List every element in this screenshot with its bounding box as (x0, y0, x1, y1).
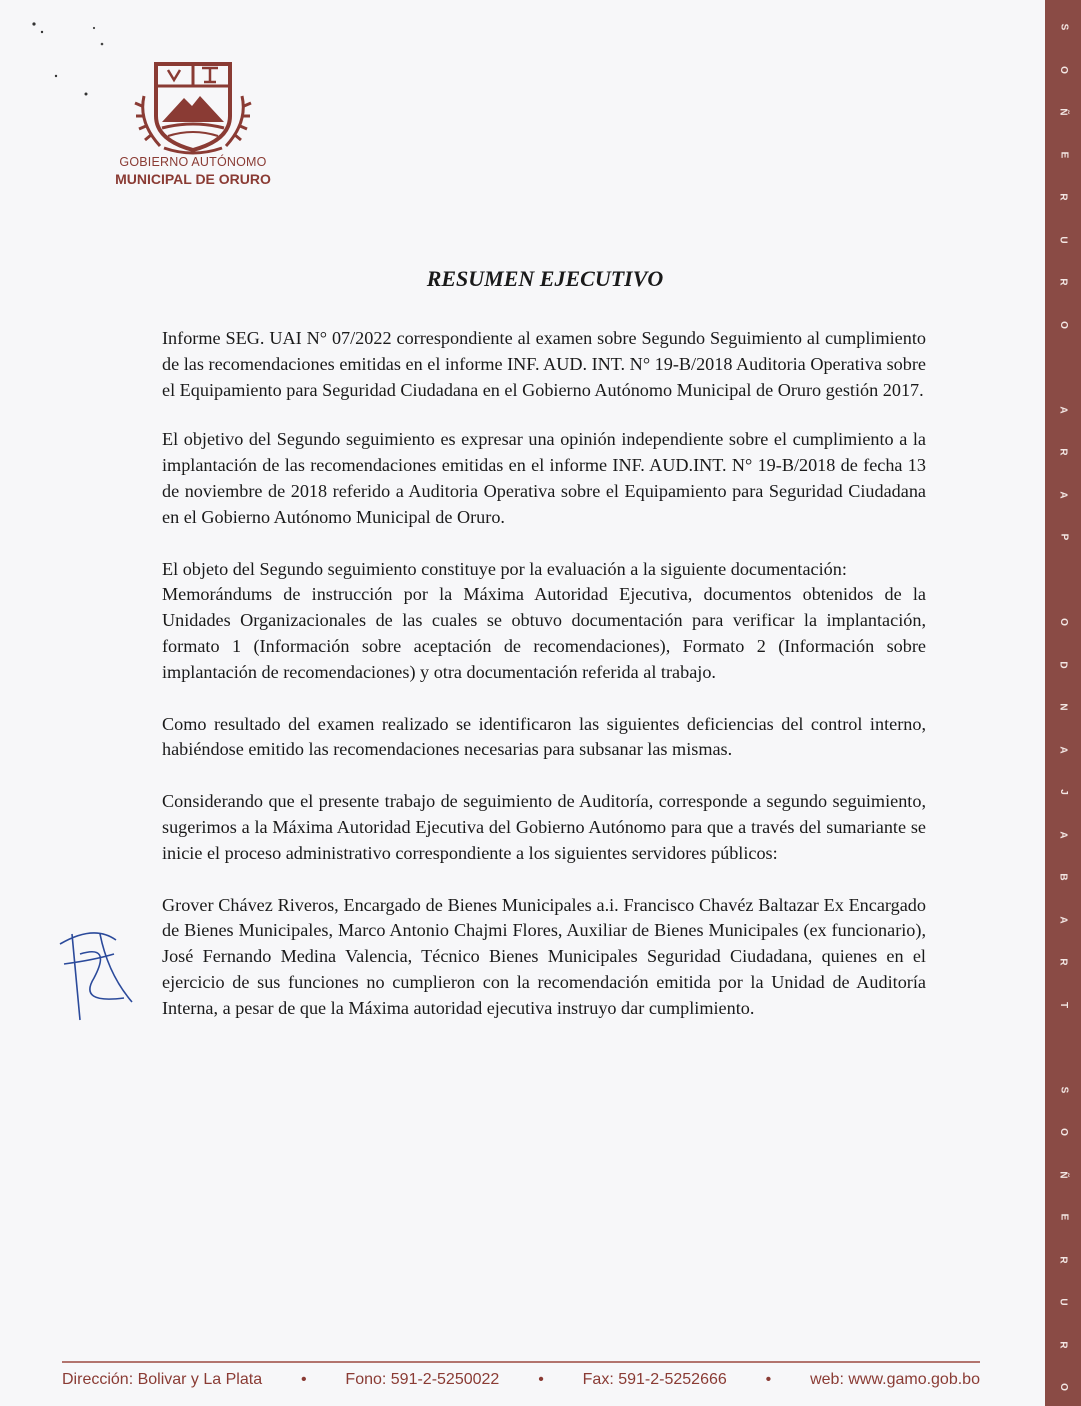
footer-contact (62, 1371, 980, 1389)
paragraph-documentacion: Memorándums de instrucción por la Máxima Autoridad Ejecutiva, documentos obtenidos de la Unidades Organizacionales de las cuales se obtuvo documentación para verificar la implantación, formato 1 (Información sobre aceptación de recomendaciones), Formato 2 (Información sobre implantación de recomendaciones) y otra documentación referida al trabajo. (162, 584, 926, 682)
footer-address: Dirección: Bolivar y La Plata (62, 1371, 263, 1388)
side-slogan-letter: R (1057, 278, 1069, 286)
org-name-line2: MUNICIPAL DE ORURO (115, 171, 271, 187)
side-slogan-letter: O (1058, 1128, 1069, 1136)
document-body (162, 326, 926, 1048)
footer-phone: Fono: 591-2-5250022 (345, 1371, 500, 1388)
side-slogan-letter: A (1057, 830, 1069, 839)
side-slogan-band (1045, 0, 1081, 1406)
coat-of-arms-icon (134, 56, 252, 156)
side-slogan-letter: Ñ (1057, 108, 1069, 116)
side-slogan-letter: N (1057, 703, 1069, 711)
side-slogan-letter: R (1057, 958, 1069, 966)
side-slogan-letter: A (1057, 915, 1069, 924)
side-slogan-letter: S (1057, 23, 1069, 31)
footer-divider (62, 1361, 980, 1363)
footer-separator: • (300, 1371, 307, 1388)
footer-separator: • (538, 1371, 544, 1388)
side-slogan-letter: R (1057, 1255, 1069, 1264)
document-title: RESUMEN EJECUTIVO (426, 266, 664, 291)
side-slogan-letter: Ñ (1057, 1170, 1069, 1179)
side-slogan-letter: A (1057, 405, 1069, 414)
side-slogan-letter: R (1057, 193, 1069, 201)
paragraph-intro: Informe SEG. UAI N° 07/2022 correspondiente al examen sobre Segundo Seguimiento al cumplimiento de las recomendaciones emitidas en el informe INF. AUD. INT. N° 19-B/2018 Auditoria Operativa sobre el Equipamiento para Seguridad Ciudadana en el Gobierno Autónomo Municipal de Oruro gestión 2017. (162, 328, 926, 400)
side-slogan-letters (1045, 22, 1081, 1392)
municipal-logo (98, 52, 288, 202)
side-slogan-letter: R (1057, 448, 1069, 456)
side-slogan-letter (1058, 578, 1068, 581)
org-name-line1: GOBIERNO AUTÓNOMO (119, 155, 267, 169)
side-slogan-letter: E (1057, 151, 1069, 158)
side-slogan-letter: A (1057, 490, 1069, 499)
paragraph-servidores: Grover Chávez Riveros, Encargado de Bienes Municipales a.i. Francisco Chavéz Baltazar Ex Encargado de Bienes Municipales, Marco Antonio Chajmi Flores, Auxiliar de Bienes Municipales (ex funcionario), José Fernando Medina Valencia, Técnico Bienes Municipales Seguridad Ciudadana, quienes en el ejercicio de sus funciones no cumplieron con la recomendación emitida por la Unidad de Auditoría Interna, a pesar de que la Máxima autoridad ejecutiva instruyo dar cumplimiento. (162, 894, 926, 1018)
side-slogan-letter: R (1057, 1340, 1069, 1349)
side-slogan-letter: A (1057, 745, 1069, 754)
side-slogan-letter: O (1058, 320, 1069, 329)
side-slogan-letter: T (1057, 1001, 1069, 1008)
side-slogan-letter (1058, 1046, 1068, 1049)
footer-separator: • (765, 1371, 772, 1388)
side-slogan-letter: O (1058, 1383, 1069, 1391)
side-slogan-letter: B (1057, 873, 1069, 881)
side-slogan-letter: O (1058, 65, 1069, 74)
paragraph-objetivo: El objetivo del Segundo seguimiento es expresar una opinión independiente sobre el cumplimiento a la implantación de las recomendaciones emitidas en el informe INF. AUD.INT. N° 19-B/2018 de fecha 13 de noviembre de 2018 referido a Auditoria Operativa sobre el Equipamiento para Seguridad Ciudadana en el Gobierno Autónomo Municipal de Oruro. (162, 429, 926, 527)
paragraph-considerando: Considerando que el presente trabajo de seguimiento de Auditoría, corresponde a segundo seguimiento, sugerimos a la Máxima Autoridad Ejecutiva del Gobierno Autónomo para que a través del sumariante se inicie el proceso administrativo correspondiente a los siguientes servidores públicos: (162, 791, 926, 863)
paragraph-objeto: El objeto del Segundo seguimiento constituye por la evaluación a la siguiente documentación: (162, 558, 847, 579)
side-slogan-letter: P (1057, 533, 1069, 541)
side-slogan-letter: E (1057, 1213, 1069, 1221)
side-slogan-letter: S (1057, 1086, 1069, 1093)
side-slogan-letter (1058, 366, 1068, 369)
footer-fax: Fax: 591-2-5252666 (582, 1371, 727, 1388)
paragraph-resultado: Como resultado del examen realizado se identificaron las siguientes deficiencias del control interno, habiéndose emitido las recomendaciones necesarias para subsanar las mismas. (162, 713, 926, 760)
side-slogan-letter: O (1058, 618, 1069, 626)
footer-web: web: www.gamo.gob.bo (810, 1371, 980, 1388)
signature-icon (54, 914, 138, 1024)
side-slogan-letter: U (1057, 1298, 1069, 1306)
side-slogan-letter: J (1058, 789, 1069, 795)
side-slogan-letter: U (1057, 235, 1069, 244)
side-slogan-letter: D (1057, 660, 1069, 669)
